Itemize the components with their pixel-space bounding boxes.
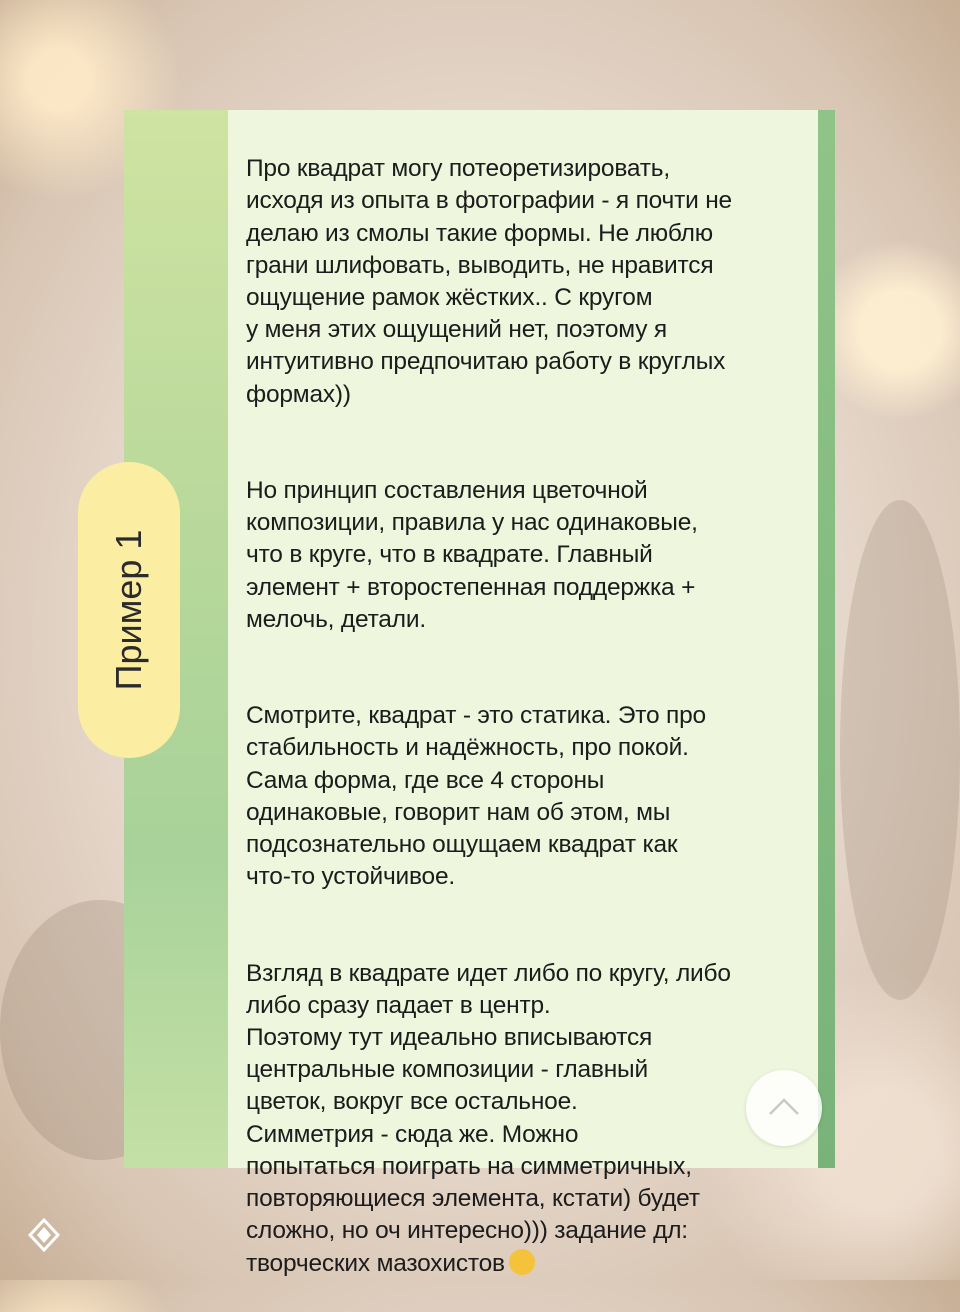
chevron-up-icon xyxy=(768,1094,800,1118)
message-paragraph-text: Взгляд в квадрате идет либо по кругу, либо либо сразу падает в центр. Поэтому тут идеально вписываются центральные композиции - главный цветок, вокруг все остальное. Симметрия - сюда же. Можно попытаться поиграть на симметричных, повторяющиеся элемента, кстати) будет сложно, но оч интересно))) задание дл: творческих мазохистов xyxy=(246,959,731,1277)
decor-bokeh xyxy=(840,500,960,1000)
example-label-text: Пример 1 xyxy=(108,529,149,691)
message-paragraph: Но принцип составления цветочной композиции, правила у нас одинаковые, что в круге, что в квадрате. Главный элемент + второстепенная поддержка + мелочь, детали. xyxy=(246,477,698,633)
message-text xyxy=(246,121,816,1312)
message-paragraph xyxy=(246,958,816,1280)
laughing-emoji-icon xyxy=(509,1249,535,1275)
brand-logo-icon xyxy=(28,1218,60,1252)
example-label xyxy=(78,462,180,758)
message-bubble xyxy=(228,110,818,1277)
scroll-up-button[interactable] xyxy=(746,1070,822,1146)
message-paragraph: Про квадрат могу потеоретизировать, исходя из опыта в фотографии - я почти не делаю из смолы такие формы. Не люблю грани шлифовать, выводить, не нравится ощущение рамок жёстких.. С кругом у меня этих ощущений нет, поэтому я интуитивно предпочитаю работу в круглых формах)) xyxy=(246,155,732,408)
message-paragraph: Смотрите, квадрат - это статика. Это про стабильность и надёжность, про покой. Сама форма, где все 4 стороны одинаковые, говорит нам об этом, мы подсознательно ощущаем квадрат как что-то устойчивое. xyxy=(246,702,706,891)
chat-background-strip xyxy=(818,110,835,1168)
chat-screenshot xyxy=(124,110,835,1277)
